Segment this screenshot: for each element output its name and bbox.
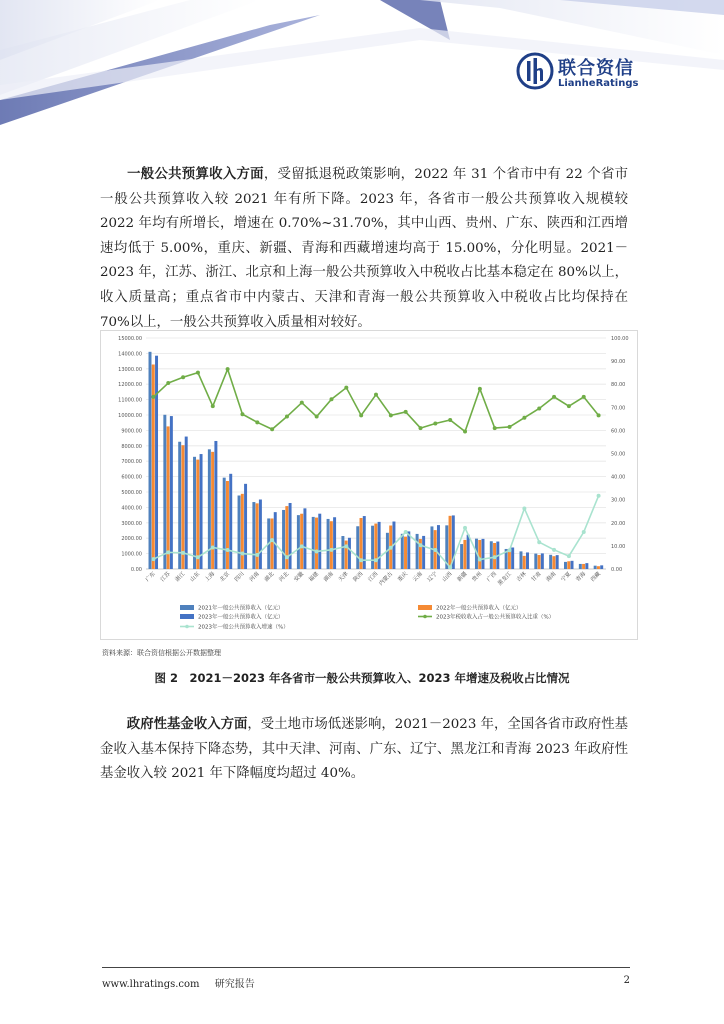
- tax-share-point: [151, 395, 155, 399]
- legend-label: 2023年税收收入占一般公共预算收入比重（%）: [436, 614, 555, 621]
- x-tick-label: 湖南: [322, 571, 335, 584]
- bar-2023: [185, 437, 188, 569]
- bar-2023: [571, 561, 574, 569]
- x-tick-label: 北京: [218, 571, 232, 584]
- growth-point: [522, 506, 526, 510]
- x-tick-label: 吉林: [515, 571, 528, 584]
- tax-share-point: [300, 401, 304, 405]
- tax-share-point: [597, 413, 601, 417]
- tax-share-point: [226, 367, 230, 371]
- y-right-tick-label: 40.00: [611, 474, 626, 481]
- tax-share-point: [508, 425, 512, 429]
- tax-share-point: [552, 395, 556, 399]
- x-tick-label: 贵州: [471, 571, 484, 584]
- bar-2023: [259, 500, 262, 569]
- bar-2023: [541, 553, 544, 569]
- bar-2023: [155, 356, 158, 569]
- bar-2023: [274, 512, 277, 569]
- paragraph-fund-revenue: [100, 712, 628, 787]
- x-tick-label: 福建: [308, 571, 321, 584]
- x-tick-label: 重庆: [397, 571, 410, 584]
- bar-2023: [214, 441, 217, 569]
- bar-2021: [178, 442, 181, 569]
- bar-2021: [223, 478, 226, 569]
- growth-point: [478, 558, 482, 562]
- bar-2023: [511, 548, 514, 569]
- growth-point: [226, 548, 230, 552]
- y-left-tick-label: 14000.00: [118, 351, 142, 358]
- bar-2023: [318, 514, 321, 569]
- tax-share-point: [166, 381, 170, 385]
- x-tick-label: 新疆: [456, 571, 469, 584]
- y-left-tick-label: 10000.00: [118, 413, 142, 419]
- bar-2023: [556, 555, 559, 569]
- x-tick-label: 河北: [278, 571, 291, 584]
- bar-2022: [582, 564, 585, 569]
- legend-label: 2021年一般公共预算收入（亿元）: [198, 605, 284, 612]
- bar-2021: [519, 551, 522, 569]
- x-tick-label: 湖北: [263, 571, 276, 584]
- paragraph-lead: 一般公共预算收入方面: [126, 166, 264, 182]
- y-right-tick-label: 60.00: [611, 428, 626, 435]
- growth-point: [300, 544, 304, 548]
- bar-2021: [193, 457, 196, 569]
- bar-2022: [523, 556, 526, 569]
- x-tick-label: 西藏: [589, 571, 602, 584]
- growth-point: [211, 546, 215, 550]
- tax-share-point: [448, 418, 452, 422]
- growth-point: [567, 554, 571, 558]
- footer-divider: [102, 967, 630, 968]
- growth-point: [285, 555, 289, 559]
- y-right-tick-label: 30.00: [611, 497, 626, 504]
- x-tick-label: 山东: [189, 571, 202, 584]
- tax-share-point: [270, 427, 274, 431]
- bar-2021: [534, 554, 537, 569]
- bar-2022: [597, 566, 600, 569]
- bar-2021: [252, 502, 255, 569]
- legend-swatch: [180, 614, 194, 619]
- growth-point: [419, 543, 423, 547]
- brand-logo: [516, 52, 656, 96]
- bar-2023: [585, 563, 588, 569]
- bar-2022: [538, 555, 541, 569]
- growth-point: [552, 548, 556, 552]
- tax-share-point: [240, 412, 244, 416]
- growth-point: [537, 540, 541, 544]
- x-tick-label: 内蒙古: [378, 571, 395, 588]
- growth-point: [389, 546, 393, 550]
- y-left-tick-label: 2000.00: [121, 536, 142, 543]
- bar-2022: [256, 503, 259, 569]
- y-left-tick-label: 11000.00: [118, 397, 142, 404]
- growth-point: [329, 548, 333, 552]
- y-right-tick-label: 0.00: [611, 567, 623, 573]
- footer-url[interactable]: www.lhratings.com: [102, 979, 200, 990]
- y-right-tick-label: 100.00: [611, 336, 629, 342]
- tax-share-point: [329, 397, 333, 401]
- growth-point: [315, 549, 319, 553]
- tax-share-point: [419, 426, 423, 430]
- y-right-tick-label: 90.00: [611, 359, 626, 366]
- legend-marker: [185, 625, 189, 629]
- growth-point: [448, 565, 452, 569]
- tax-share-point: [285, 415, 289, 419]
- growth-point: [508, 548, 512, 552]
- tax-share-point: [582, 395, 586, 399]
- tax-share-point: [344, 386, 348, 390]
- footer-info: [102, 975, 267, 990]
- bar-2023: [422, 536, 425, 569]
- bar-2022: [330, 521, 333, 569]
- growth-point: [433, 548, 437, 552]
- bar-2021: [341, 536, 344, 569]
- y-left-tick-label: 8000.00: [121, 443, 142, 450]
- x-tick-label: 河南: [248, 571, 261, 584]
- bar-2021: [356, 526, 359, 569]
- bar-2021: [149, 352, 152, 569]
- tax-share-point: [522, 416, 526, 420]
- tax-share-point: [181, 375, 185, 379]
- x-tick-label: 江西: [367, 571, 380, 584]
- y-left-tick-label: 4000.00: [121, 505, 142, 512]
- bar-2022: [552, 556, 555, 569]
- bar-2022: [181, 445, 184, 569]
- tax-share-point: [404, 410, 408, 414]
- legend-label: 2023年一般公共预算收入增速（%）: [198, 624, 289, 631]
- tax-share-point: [493, 426, 497, 430]
- bar-2023: [229, 474, 232, 569]
- x-tick-label: 黑龙江: [497, 571, 513, 588]
- bar-2023: [303, 508, 306, 569]
- growth-point: [240, 552, 244, 556]
- growth-point: [582, 530, 586, 534]
- growth-point: [196, 555, 200, 559]
- bar-2022: [241, 494, 244, 569]
- bar-2021: [312, 517, 315, 569]
- bar-2022: [226, 481, 229, 569]
- paragraph-text: ，受土地市场低迷影响，2021－2023 年，全国各省市政府性基金收入基本保持下降态势，其中天津、河南、广东、辽宁、黑龙江和青海 2023 年政府性基金收入较 2021 年下降幅度均超过 40%。: [100, 717, 628, 782]
- tax-share-point: [463, 430, 467, 434]
- growth-point: [463, 526, 467, 530]
- bar-2023: [200, 454, 203, 569]
- x-tick-label: 云南: [411, 571, 424, 584]
- growth-point: [404, 530, 408, 534]
- chart-source: 资料来源：联合资信根据公开数据整理: [102, 649, 221, 657]
- bar-2021: [549, 555, 552, 569]
- bar-2021: [594, 566, 597, 569]
- y-left-tick-label: 12000.00: [118, 382, 142, 389]
- bar-2022: [478, 540, 481, 569]
- growth-point: [270, 538, 274, 542]
- brand-name-cn: 联合资信: [558, 58, 634, 79]
- bar-2023: [333, 517, 336, 569]
- y-left-tick-label: 1000.00: [121, 551, 142, 558]
- bar-2023: [437, 525, 440, 569]
- y-right-tick-label: 50.00: [611, 451, 626, 458]
- x-tick-label: 四川: [233, 571, 246, 584]
- bar-2022: [270, 518, 273, 569]
- bar-2021: [416, 534, 419, 569]
- y-right-tick-label: 10.00: [611, 543, 626, 550]
- growth-point: [493, 555, 497, 559]
- tax-share-point: [211, 404, 215, 408]
- bar-2023: [600, 565, 603, 569]
- legend-swatch: [418, 605, 432, 610]
- bar-2023: [363, 516, 366, 569]
- page-number: 2: [623, 975, 630, 986]
- bar-2021: [163, 415, 166, 569]
- paragraph-lead: 政府性基金收入方面: [126, 716, 248, 732]
- tax-share-point: [537, 406, 541, 410]
- x-tick-label: 江苏: [159, 571, 172, 584]
- bar-2023: [348, 538, 351, 569]
- brand-name-en: LianheRatings: [558, 78, 639, 89]
- lianhe-logo-icon: [516, 52, 554, 90]
- bar-2023: [482, 539, 485, 569]
- paragraph-text: ，受留抵退税政策影响，2022 年 31 个省市中有 22 个省市一般公共预算收入较 2021 年有所下降。2023 年，各省市一般公共预算收入规模较 2022 年均有所增长，增速在 0.70%~31.70%，其中山西、贵州、广东、陕西和江西增速均低于 5.00%，重庆、新疆、青海和西藏增速均高于 15.00%，分化明显。2021－2023 年，江苏、浙江、北京和上海一般公共预算收入中税收占比基本稳定在 80%以上，收入质量高；重点省市中内蒙古、天津和青海一般公共预算收入中税收占比均保持在 70%以上，一般公共预算收入质量相对较好。: [100, 167, 629, 330]
- bar-2023: [526, 552, 529, 569]
- tax-share-point: [196, 371, 200, 375]
- bar-2021: [579, 564, 582, 569]
- x-tick-label: 海南: [545, 571, 558, 584]
- bar-2021: [430, 526, 433, 569]
- budget-revenue-chart: [100, 330, 638, 640]
- tax-share-point: [359, 413, 363, 417]
- growth-point: [597, 494, 601, 498]
- bar-2021: [297, 515, 300, 569]
- growth-point: [151, 557, 155, 561]
- bar-2023: [170, 416, 173, 569]
- bar-2023: [378, 522, 381, 569]
- bar-2021: [401, 534, 404, 569]
- tax-share-point: [315, 415, 319, 419]
- x-tick-label: 辽宁: [426, 571, 439, 584]
- bar-2022: [315, 518, 318, 569]
- bar-2021: [460, 544, 463, 569]
- bar-2022: [285, 506, 288, 569]
- legend-marker: [423, 615, 427, 619]
- growth-point: [359, 558, 363, 562]
- legend-label: 2022年一般公共预算收入（亿元）: [436, 605, 522, 612]
- x-tick-label: 广东: [144, 571, 157, 584]
- bar-2022: [196, 460, 199, 569]
- tax-share-point: [374, 393, 378, 397]
- bar-2021: [371, 526, 374, 569]
- x-tick-label: 山西: [441, 571, 454, 584]
- y-left-tick-label: 15000.00: [118, 336, 142, 342]
- y-left-tick-label: 7000.00: [121, 459, 142, 466]
- growth-point: [374, 558, 378, 562]
- growth-point: [255, 553, 259, 557]
- x-tick-label: 宁夏: [560, 571, 573, 584]
- tax-share-point: [478, 387, 482, 391]
- bar-2022: [300, 514, 303, 569]
- bar-2022: [567, 561, 570, 569]
- bar-2021: [282, 510, 285, 569]
- figure-caption: 图 2 2021－2023 年各省市一般公共预算收入、2023 年增速及税收占比情况: [154, 671, 570, 685]
- bar-2022: [404, 537, 407, 569]
- x-tick-label: 安徽: [293, 571, 306, 584]
- bar-2023: [407, 531, 410, 569]
- bar-2021: [490, 541, 493, 569]
- x-tick-label: 上海: [204, 571, 217, 584]
- y-left-tick-label: 13000.00: [118, 366, 142, 373]
- y-left-tick-label: 3000.00: [121, 520, 142, 527]
- footer-label: 研究报告: [214, 979, 255, 990]
- bar-2023: [467, 535, 470, 569]
- tax-share-point: [567, 404, 571, 408]
- bar-2022: [449, 516, 452, 569]
- paragraph-budget-revenue: [100, 162, 628, 335]
- y-right-tick-label: 80.00: [611, 382, 626, 389]
- y-right-tick-label: 70.00: [611, 405, 626, 412]
- legend-swatch: [180, 605, 194, 610]
- x-tick-label: 浙江: [174, 571, 187, 584]
- bar-2022: [211, 452, 214, 569]
- y-left-tick-label: 5000.00: [121, 490, 142, 496]
- tax-share-point: [255, 420, 259, 424]
- tax-share-point: [389, 413, 393, 417]
- x-tick-label: 甘肃: [530, 571, 543, 584]
- legend-label: 2023年一般公共预算收入（亿元）: [198, 614, 284, 621]
- tax-share-point: [433, 421, 437, 425]
- growth-point: [344, 544, 348, 548]
- growth-point: [166, 550, 170, 554]
- y-right-tick-label: 20.00: [611, 520, 626, 527]
- bar-2021: [564, 562, 567, 569]
- x-tick-label: 青海: [575, 571, 588, 584]
- y-left-tick-label: 0.00: [130, 567, 142, 573]
- x-tick-label: 陕西: [352, 571, 365, 584]
- bar-2022: [167, 426, 170, 569]
- bar-2023: [289, 503, 292, 569]
- x-tick-label: 天津: [337, 571, 350, 584]
- bar-2021: [238, 495, 241, 569]
- y-left-tick-label: 6000.00: [121, 474, 142, 481]
- bar-2022: [463, 540, 466, 569]
- bar-2021: [327, 519, 330, 569]
- bar-2023: [244, 484, 247, 569]
- y-left-tick-label: 9000.00: [121, 428, 142, 435]
- growth-point: [181, 551, 185, 555]
- x-tick-label: 广西: [486, 571, 499, 584]
